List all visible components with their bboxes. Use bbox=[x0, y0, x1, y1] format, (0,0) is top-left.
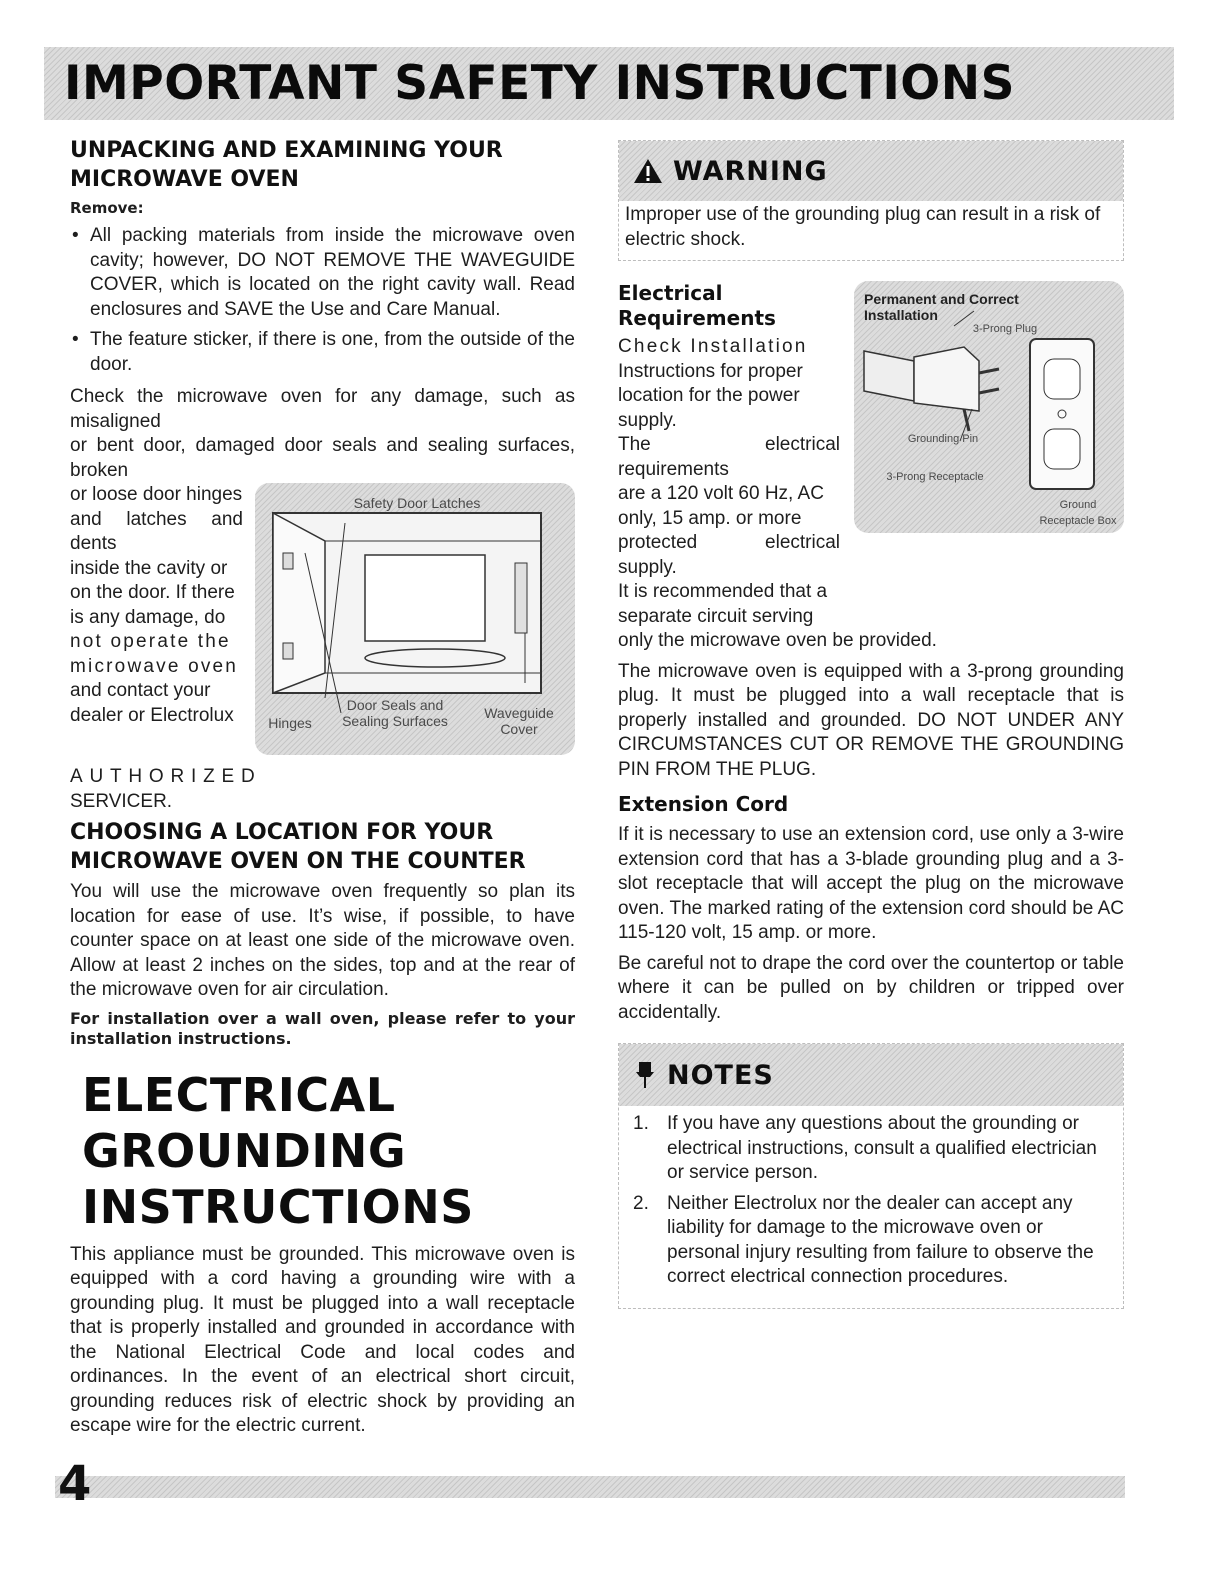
note-text: Neither Electrolux nor the dealer can accept any liability for damage to the microwave oven or personal injury resulting from failure to observe the correct electrical connection procedures. bbox=[667, 1192, 1094, 1287]
seals-label: Door Seals and Sealing Surfaces bbox=[342, 697, 448, 729]
note-text: If you have any questions about the grounding or electrical instructions, consult a qualified electrician or service person. bbox=[667, 1113, 1097, 1183]
warning-label: WARNING bbox=[673, 155, 828, 187]
electrical-line: The electrical requirements bbox=[618, 434, 840, 480]
electrical-line: separate circuit serving bbox=[618, 605, 814, 627]
notes-header bbox=[619, 1044, 1123, 1106]
electrical-line: supply. bbox=[618, 409, 677, 431]
electrical-line: Instructions for proper bbox=[618, 360, 803, 382]
check-line: on the door. If there bbox=[70, 582, 235, 603]
extension-heading: Extension Cord bbox=[618, 792, 789, 816]
grounding-plug-paragraph: The microwave oven is equipped with a 3-prong grounding plug. It must be plugged into a wall receptacle that is properly installed and grounded. DO NOT UNDER ANY CIRCUMSTANCES CUT OR REMOVE THE GROUNDING PIN FROM THE PLUG. bbox=[618, 660, 1124, 780]
notes-label: NOTES bbox=[667, 1059, 774, 1091]
plug-figure-title: Permanent and Correct Installation bbox=[864, 291, 1019, 323]
page-title: IMPORTANT SAFETY INSTRUCTIONS bbox=[64, 56, 1015, 111]
check-line: Check the microwave oven for any damage, such as misaligned bbox=[70, 386, 575, 432]
extension-paragraph-1: If it is necessary to use an extension cord, use only a 3-wire extension cord that has a 3-blade grounding plug and a 3-slot receptacle that will accept the plug on the microwave oven. The marked rating of the extension cord should be AC 115-120 volt, 15 amp. or more. bbox=[618, 824, 1124, 943]
notes-list bbox=[619, 1106, 1123, 1308]
electrical-section bbox=[618, 281, 1124, 782]
list-item bbox=[633, 1192, 1109, 1290]
electrical-line: Check Installation bbox=[618, 336, 808, 357]
check-line: not operate the bbox=[70, 631, 231, 652]
plug-receptacle-illustration bbox=[854, 281, 1124, 533]
check-line: dealer or Electrolux bbox=[70, 704, 234, 726]
grounding-paragraph: This appliance must be grounded. This microwave oven is equipped with a cord having a grounding wire with a grounding plug. It must be plugged into a wall receptacle that is properly installed and grounded in accordance with the National Electrical Code and local codes and ordinances. In the event of an electrical short circuit, grounding reduces risk of electric shock by providing an escape wire for the electric current. bbox=[70, 1243, 575, 1436]
check-paragraph bbox=[70, 385, 575, 814]
plug-figure bbox=[854, 281, 1124, 533]
grounding-title bbox=[82, 1067, 575, 1235]
latches-label: Safety Door Latches bbox=[353, 495, 481, 511]
hinges-label: Hinges bbox=[268, 715, 312, 731]
left-column bbox=[70, 136, 575, 1439]
receptacle-label: 3-Prong Receptacle bbox=[886, 471, 984, 483]
check-line: AUTHORIZED bbox=[70, 766, 262, 787]
pushpin-icon bbox=[633, 1060, 657, 1090]
electrical-line: It is recommended that a bbox=[618, 581, 828, 602]
list-item bbox=[633, 1112, 1109, 1186]
unpacking-heading: UNPACKING AND EXAMINING YOUR MICROWAVE OVEN bbox=[70, 138, 503, 192]
note-number: 1. bbox=[633, 1113, 649, 1134]
check-line: or loose door hinges bbox=[70, 484, 243, 505]
note-number: 2. bbox=[633, 1192, 649, 1214]
warning-box bbox=[618, 140, 1124, 261]
plug-label: 3-Prong Plug bbox=[972, 323, 1038, 335]
notes-box bbox=[618, 1043, 1124, 1309]
check-line: SERVICER. bbox=[70, 790, 173, 812]
page-number: 4 bbox=[58, 1456, 92, 1512]
electrical-line: protected electrical supply. bbox=[618, 532, 840, 578]
grounding-title-line: INSTRUCTIONS bbox=[82, 1179, 474, 1234]
electrical-line: only, 15 amp. or more bbox=[618, 507, 802, 529]
extension-paragraph-2: Be careful not to drape the cord over the countertop or table where it can be pulled on by children or tripped over accidentally. bbox=[618, 952, 1124, 1023]
pin-label: Grounding Pin bbox=[907, 433, 979, 445]
installation-note: For installation over a wall oven, please refer to your installation instructions. bbox=[70, 1008, 575, 1048]
electrical-line: location for the power bbox=[618, 385, 800, 406]
list-item: • The feature sticker, if there is one, from the outside of the door. bbox=[70, 328, 575, 377]
oven-figure bbox=[255, 483, 575, 755]
check-line: or bent door, damaged door seals and sealing surfaces, broken bbox=[70, 435, 575, 481]
location-paragraph: You will use the microwave oven frequently so plan its location for ease of use. It’s wise, if possible, to have counter space on at least one side of the microwave oven. Allow at least 2 inches on the sides, top and at the rear of the microwave oven for air circulation. bbox=[70, 881, 575, 1000]
box-label: Ground Receptacle Box bbox=[1039, 499, 1117, 527]
grounding-title-line: GROUNDING bbox=[82, 1123, 407, 1178]
remove-label: Remove: bbox=[70, 199, 144, 217]
warning-header bbox=[619, 141, 1123, 201]
check-line: and latches and dents bbox=[70, 508, 243, 554]
electrical-line: are a 120 volt 60 Hz, AC bbox=[618, 483, 824, 504]
remove-list bbox=[70, 224, 575, 377]
electrical-heading: Electrical Requirements bbox=[618, 281, 776, 330]
grounding-title-line: ELECTRICAL bbox=[82, 1067, 396, 1122]
warning-text: Improper use of the grounding plug can result in a risk of electric shock. bbox=[625, 204, 1101, 250]
check-line: and contact your bbox=[70, 680, 211, 701]
right-column bbox=[618, 140, 1124, 1309]
warning-triangle-icon bbox=[633, 157, 663, 185]
location-heading: CHOOSING A LOCATION FOR YOUR MICROWAVE OVEN ON THE COUNTER bbox=[70, 820, 526, 874]
footer-bar bbox=[55, 1476, 1125, 1498]
check-line: microwave oven bbox=[70, 655, 239, 677]
check-line: inside the cavity or bbox=[70, 557, 228, 579]
waveguide-label: Waveguide Cover bbox=[484, 705, 554, 737]
check-line: is any damage, do bbox=[70, 606, 226, 628]
list-item: • All packing materials from inside the microwave oven cavity; however, DO NOT REMOVE THE WAVEGUIDE COVER, which is located on the right cavity wall. Read enclosures and SAVE the Use and Care Manual. bbox=[70, 224, 575, 322]
title-banner bbox=[44, 47, 1174, 120]
electrical-line: only the microwave oven be provided. bbox=[618, 630, 937, 651]
